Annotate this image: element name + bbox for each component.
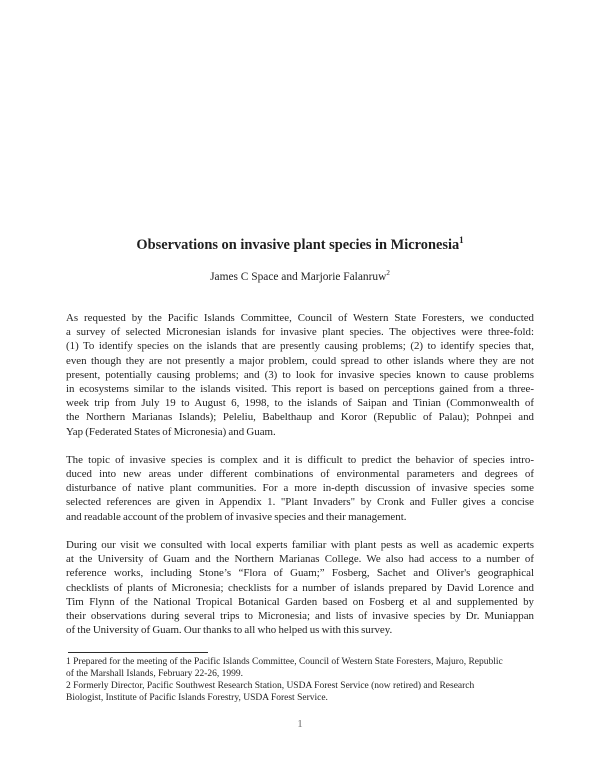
text-line: reference works, including Stone’s “Flora of Guam;” Fosberg, Sachet and Oliver's geographical [66,567,534,580]
text-line: of the University of Guam. Our thanks to all who helped us with this survey. [66,624,393,637]
footnote-2-line: 2 Formerly Director, Pacific Southwest Research Station, USDA Forest Service (now retired) and Research [66,681,475,691]
authors-text: James C Space and Marjorie Falanruw [210,271,387,283]
title-footnote-ref: 1 [459,235,464,246]
text-line: selected references are given in Appendix 1. "Plant Invaders" by Cronk and Fuller gives a concise [66,496,534,509]
footnote-1-line: 1 Prepared for the meeting of the Pacific Islands Committee, Council of Western State Foresters, Majuro, Republic [66,657,503,667]
text-line: During our visit we consulted with local experts familiar with plant pests as well as academic experts [66,539,534,551]
text-line: in ecosystems similar to the islands visited. This report is based on perceptions gained from a three- [66,382,534,395]
paper-title [0,236,600,255]
authors-byline [0,270,600,285]
text-line: disturbance of native plant communities. For a more in-depth discussion of invasive species some [66,482,534,495]
text-line: the Northern Marianas Islands); Peleliu, Babelthaup and Koror (Republic of Palau); Pohnpei and [66,411,534,424]
text-line: their observations during several trips to Micronesia; and lists of invasive species by Dr. Muniappan [66,609,534,622]
text-line: The topic of invasive species is complex and it is difficult to predict the behavior of species intro- [66,453,534,466]
paragraph-3 [66,538,534,637]
text-line: a survey of selected Micronesian islands for invasive plant species. The objectives were three-fold: [66,326,534,339]
text-line: week trip from July 19 to August 6, 1998, to the islands of Saipan and Tinian (Commonwealth of [66,397,534,410]
paper-title-text: Observations on invasive plant species in Micronesia [136,237,460,253]
text-line: present, potentially causing problems; and (3) to look for invasive species known to cause problems [66,368,534,381]
text-line: and readable account of the problem of invasive species and their management. [66,510,407,523]
page-number: 1 [297,718,303,730]
body-text [66,311,534,637]
footnote-1-line: of the Marshall Islands, February 22-26, 1999. [66,669,244,679]
text-line: at the University of Guam and the Northern Marianas College. We also had access to a number of [66,553,534,566]
text-line: Tim Flynn of the National Tropical Botanical Garden based on Fosberg et al and supplemented by [66,595,534,608]
text-line: even though they are not presently a major problem, could spread to other islands where they are not [66,354,534,367]
text-line: As requested by the Pacific Islands Committee, Council of Western State Foresters, we conducted [66,312,534,324]
footnote-2-line: Biologist, Institute of Pacific Islands Forestry, USDA Forest Service. [66,693,328,703]
paragraph-1 [66,311,534,439]
text-line: (1) To identify species on the islands that are presently causing problems; (2) to identify species that, [66,340,534,353]
text-line: Yap (Federated States of Micronesia) and Guam. [66,425,276,438]
footnotes [66,656,566,704]
authors-footnote-ref: 2 [386,269,390,278]
text-line: duced into new areas under different combinations of environmental parameters and degrees of [66,468,534,481]
text-line: checklists of plants of Micronesia; checklists for a number of islands prepared by David Lorence and [66,581,534,594]
paragraph-2 [66,453,534,524]
footnote-separator [68,652,208,653]
